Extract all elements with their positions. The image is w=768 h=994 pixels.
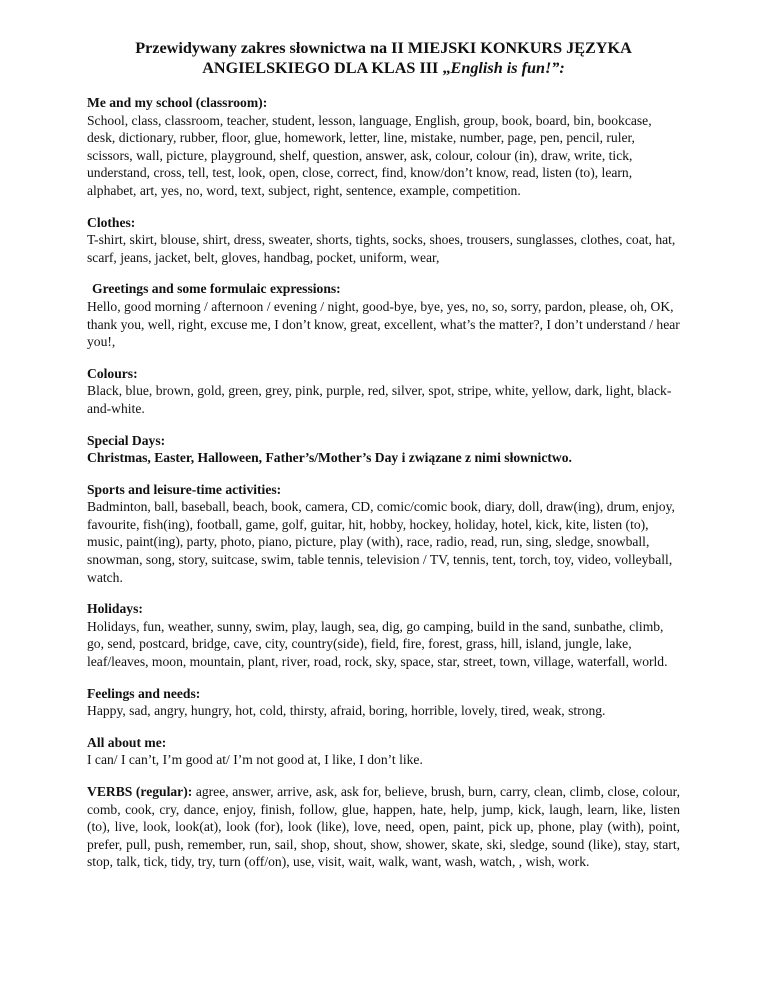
section-about-me	[87, 734, 680, 769]
section-text: I can/ I can’t, I’m good at/ I’m not good at, I like, I don’t like.	[87, 752, 423, 768]
section-colours	[87, 365, 680, 418]
title-line-2-italic: English is fun!”:	[450, 59, 565, 77]
section-heading: Special Days:	[87, 432, 166, 448]
section-verbs	[87, 783, 680, 871]
section-text: T-shirt, skirt, blouse, shirt, dress, sweater, shorts, tights, socks, shoes, trousers, sunglasses, clothes, coat, hat, scarf, jeans, jacket, belt, gloves, handbag, pocket, uniform, wear,	[87, 232, 676, 265]
section-heading: Holidays:	[87, 601, 143, 617]
section-clothes	[87, 214, 680, 267]
section-special-days	[87, 432, 680, 467]
section-greetings	[87, 280, 680, 350]
section-text: School, class, classroom, teacher, student, lesson, language, English, group, book, board, bin, bookcase, desk, dictionary, rubber, floor, glue, homework, letter, line, mistake, number, page, pen, pencil, ruler, scissors, wall, picture, playground, shelf, question, answer, ask, colour, colour (in), draw, write, tick, understand, cross, tell, test, look, open, close, correct, find, know/don’t know, read, listen (to), learn, alphabet, art, yes, no, word, text, subject, right, sentence, example, competition.	[87, 112, 652, 198]
section-sports	[87, 481, 680, 587]
section-feelings	[87, 685, 680, 720]
section-text: Happy, sad, angry, hungry, hot, cold, thirsty, afraid, boring, horrible, lovely, tired, weak, strong.	[87, 703, 606, 719]
section-text: Holidays, fun, weather, sunny, swim, play, laugh, sea, dig, go camping, build in the sand, sunbathe, climb, go, send, postcard, bridge, cave, city, country(side), field, fire, forest, grass, hill, island, jungle, lake, leaf/leaves, moon, mountain, plant, river, road, rock, sky, space, star, street, town, village, waterfall, world.	[87, 618, 668, 670]
section-text: Christmas, Easter, Halloween, Father’s/Mother’s Day i związane z nimi słownictwo.	[87, 450, 572, 466]
section-text: agree, answer, arrive, ask, ask for, believe, brush, burn, carry, clean, climb, close, colour, comb, cook, cry, dance, enjoy, finish, follow, glue, happen, hate, help, jump, kick, laugh, learn, like, listen (to), live, look, look(at), look (for), look (like), love, need, open, paint, pick up, phone, play (with), point, prefer, pull, push, remember, run, sail, shop, shout, show, shower, skate, ski, sledge, sound (like), stay, start, stop, talk, tick, tidy, try, turn (off/on), use, visit, wait, walk, want, wash, watch, , wish, work.	[87, 784, 681, 870]
section-heading: Sports and leisure-time activities:	[87, 481, 282, 497]
title-line-2-prefix: ANGIELSKIEGO DLA KLAS III „	[202, 59, 451, 77]
document-title	[87, 38, 680, 78]
section-heading: Feelings and needs:	[87, 685, 201, 701]
section-heading: Colours:	[87, 365, 138, 381]
section-holidays	[87, 600, 680, 670]
section-heading: All about me:	[87, 734, 167, 750]
title-line-2	[87, 58, 680, 78]
section-heading: Greetings and some formulaic expressions:	[92, 281, 341, 297]
section-text: Hello, good morning / afternoon / evening / night, good-bye, bye, yes, no, so, sorry, pardon, please, oh, OK, thank you, well, right, excuse me, I don’t know, great, excellent, what’s the matter?, I don’t understand / hear you!,	[87, 298, 680, 350]
section-heading: VERBS (regular):	[87, 784, 193, 799]
section-heading: Clothes:	[87, 214, 136, 230]
title-line-1: Przewidywany zakres słownictwa na II MIEJSKI KONKURS JĘZYKA	[135, 39, 632, 57]
section-heading: Me and my school (classroom):	[87, 95, 268, 110]
section-text: Black, blue, brown, gold, green, grey, pink, purple, red, silver, spot, stripe, white, yellow, dark, light, black-and-white.	[87, 383, 672, 416]
section-text: Badminton, ball, baseball, beach, book, camera, CD, comic/comic book, diary, doll, draw(ing), drum, enjoy, favourite, fish(ing), football, game, golf, guitar, hit, hobby, hockey, holiday, hotel, kick, kite, listen (to), music, paint(ing), party, photo, piano, picture, play (with), race, radio, read, run, sing, sledge, snowball, snowman, song, story, suitcase, swim, table tennis, television / TV, tennis, tent, torch, toy, video, volleyball, watch.	[87, 499, 675, 585]
section-school	[87, 94, 680, 200]
